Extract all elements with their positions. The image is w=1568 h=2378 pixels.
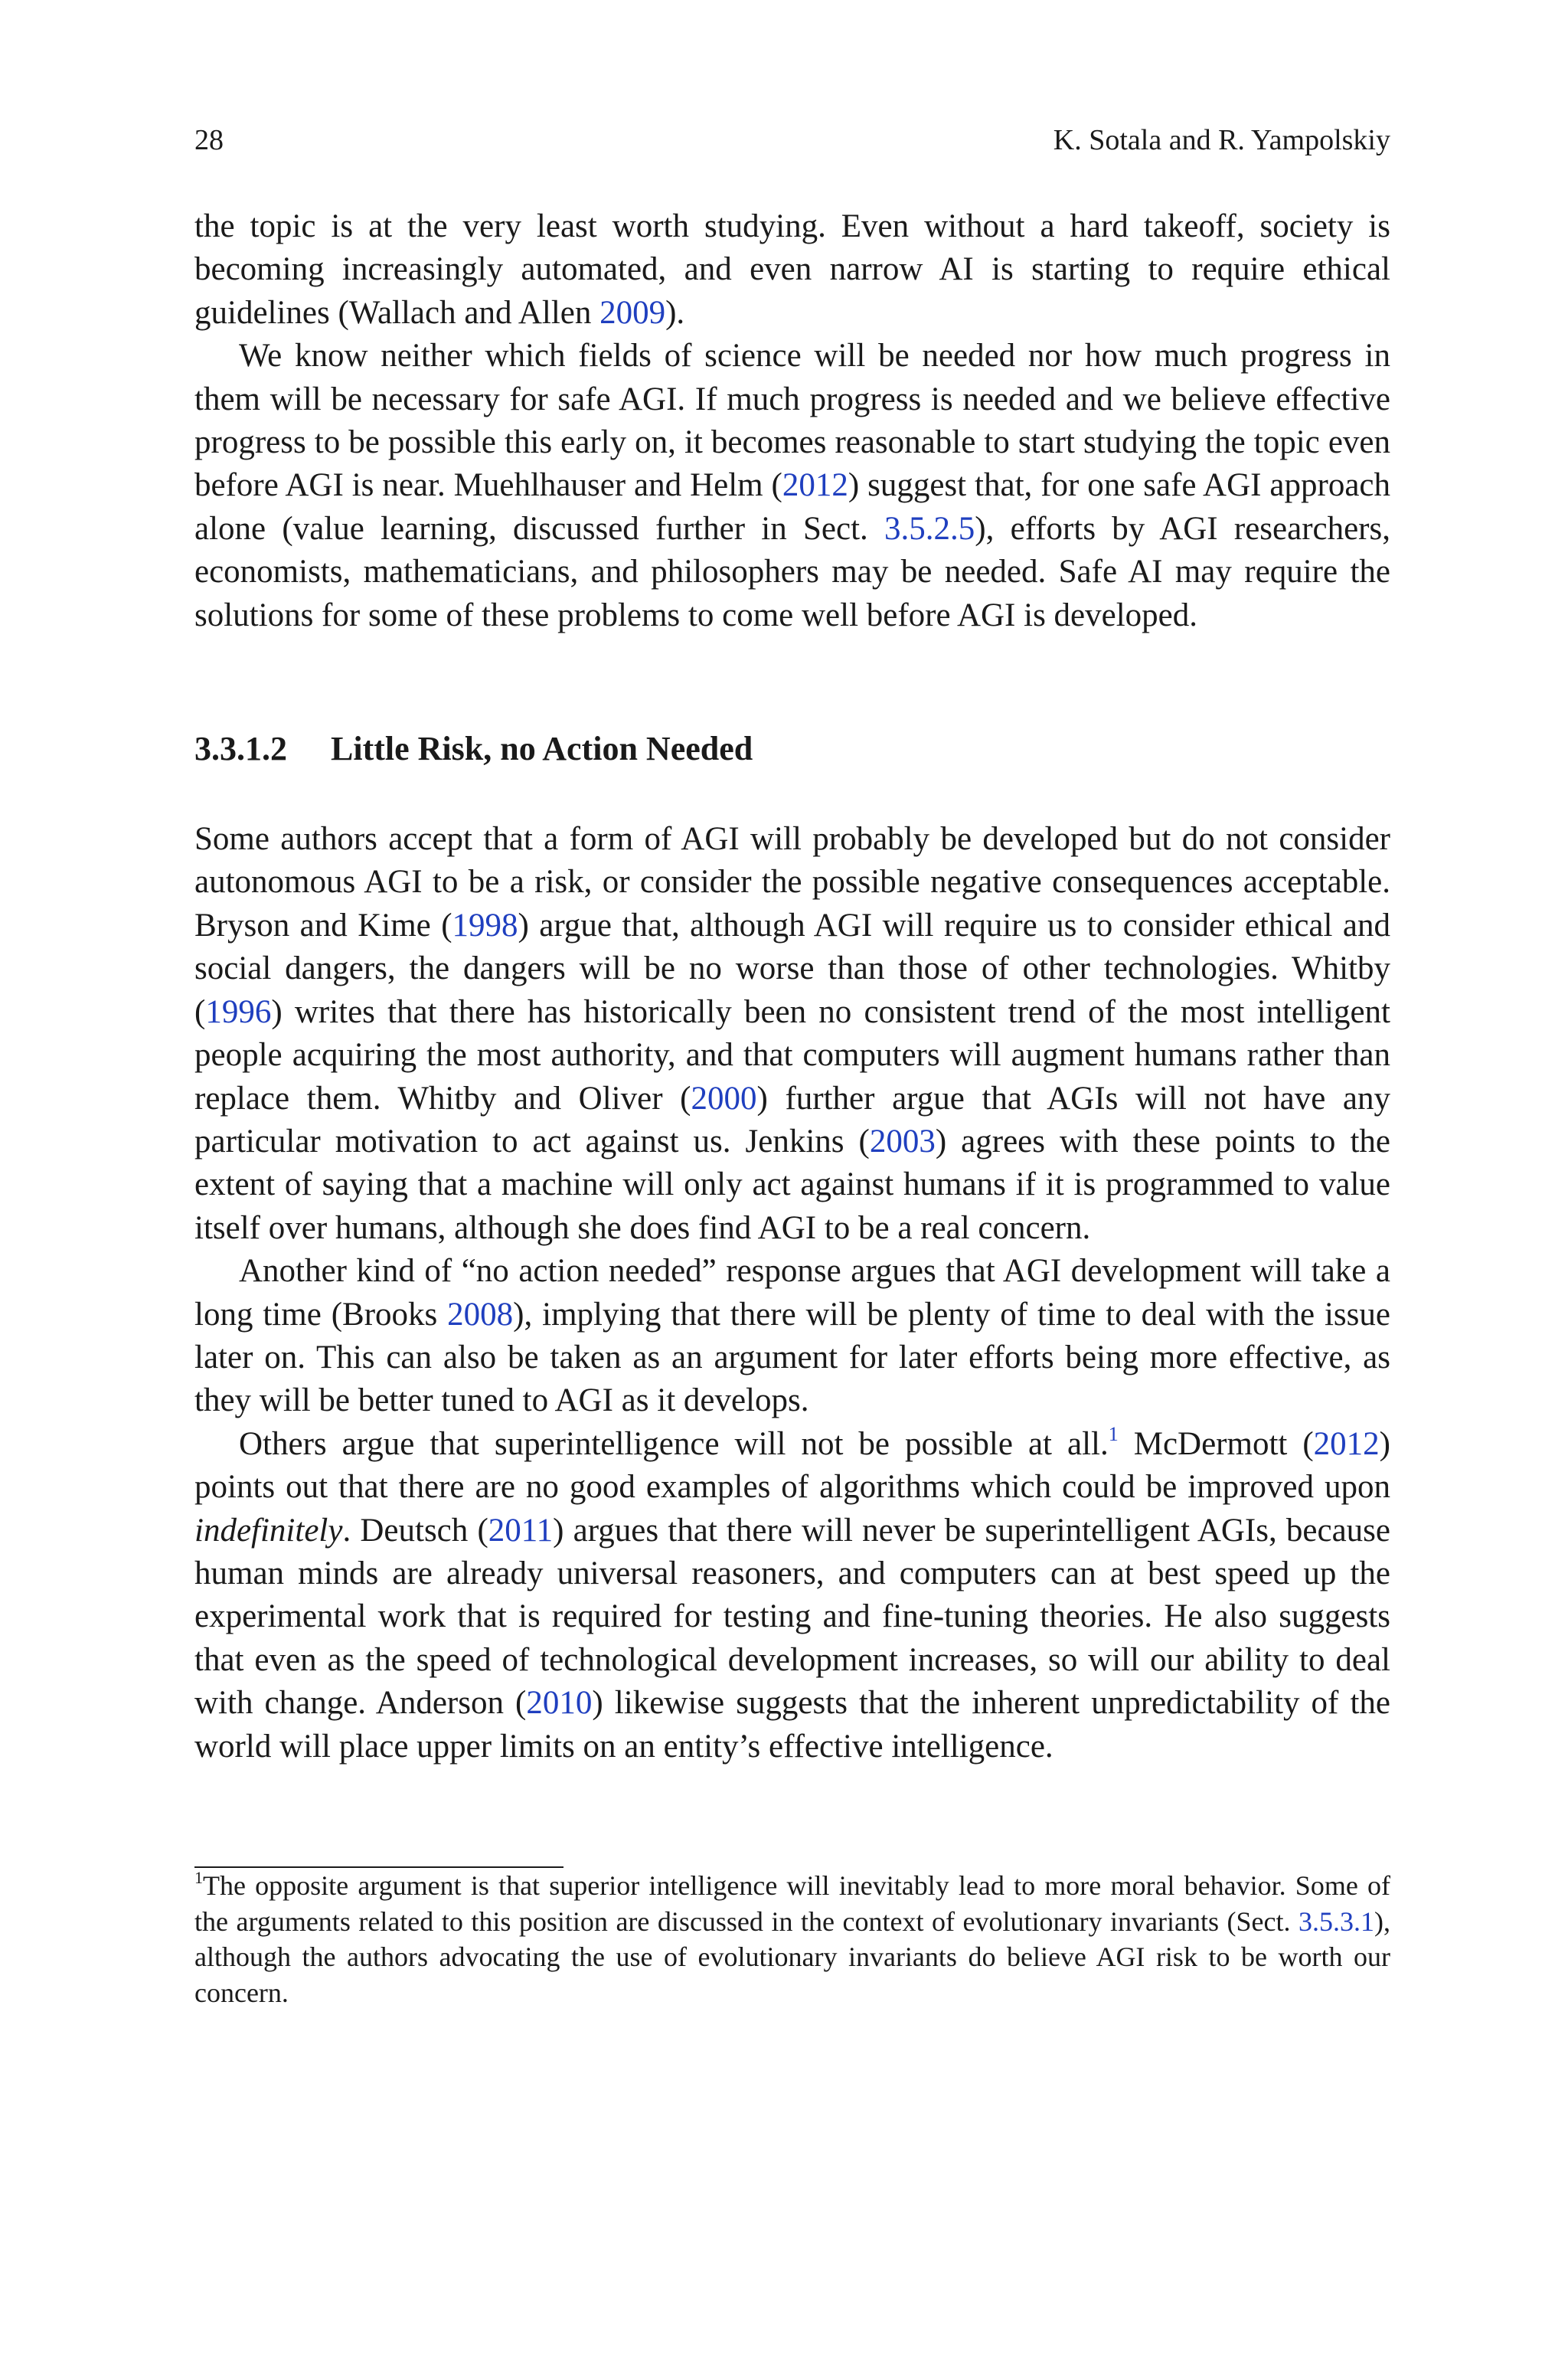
section-link[interactable]: 3.5.2.5 xyxy=(884,510,975,547)
paragraph-2 xyxy=(194,335,1390,637)
section-heading xyxy=(194,728,1390,770)
text-run: ) argue that, although AGI will require us to consider ethical and social dangers, the dangers will be no worse than those of other technologies. Whitby ( xyxy=(194,907,1390,1030)
text-run: Some authors accept that a form of AGI will probably be developed but do not consider autonomous AGI to be a risk, or consider the possible negative consequences acceptable. Bryson and Kime ( xyxy=(194,821,1390,944)
body-text xyxy=(194,205,1390,2010)
text-run: The opposite argument is that superior intelligence will inevitably lead to more moral behavior. Some of the arguments related to this position are discussed in the context of evolutionary invariants (Sect. xyxy=(194,1870,1390,1937)
text-run: ) agrees with these points to the extent of saying that a machine will only act against humans if it is programmed to value itself over humans, although she does find AGI to be a real concern. xyxy=(194,1123,1390,1246)
text-run: ). xyxy=(665,294,685,331)
running-head xyxy=(194,123,1390,158)
citation-link[interactable]: 1998 xyxy=(452,907,518,944)
paragraph-3 xyxy=(194,818,1390,1250)
text-run: . Deutsch ( xyxy=(342,1512,488,1549)
footnote-marker: 1 xyxy=(194,1868,203,1887)
footnote-ref-link[interactable]: 1 xyxy=(1108,1422,1119,1445)
section-title: Little Risk, no Action Needed xyxy=(331,730,753,768)
citation-link[interactable]: 2010 xyxy=(526,1685,593,1722)
page-number: 28 xyxy=(194,124,224,156)
text-run: Another kind of “no action needed” response argues that AGI development will take a long time (Brooks xyxy=(194,1253,1390,1333)
text-run: We know neither which fields of science will be needed nor how much progress in them will be necessary for safe AGI. If much progress is needed and we believe effective progress to be possible this early on, it becomes reasonable to start studying the topic even before AGI is near. Muehlhauser and Helm ( xyxy=(194,338,1390,504)
paragraph-1 xyxy=(194,205,1390,335)
paragraph-4 xyxy=(194,1250,1390,1423)
text-run: ) likewise suggests that the inherent unpredictability of the world will place upper limits on an entity’s effective intelligence. xyxy=(194,1685,1391,1765)
citation-link[interactable]: 2009 xyxy=(599,294,666,331)
text-run: Others argue that superintelligence will not be possible at all. xyxy=(239,1425,1109,1462)
page xyxy=(194,123,1390,2010)
citation-link[interactable]: 2012 xyxy=(782,467,848,504)
section-link[interactable]: 3.5.3.1 xyxy=(1298,1905,1374,1937)
emphasis: indefinitely xyxy=(194,1512,343,1549)
running-head-authors: K. Sotala and R. Yampolskiy xyxy=(1053,124,1390,156)
text-run: ), efforts by AGI researchers, economists, mathematicians, and philosophers may be needed. Safe AI may require the solutions for some of these problems to come well before AGI is developed. xyxy=(194,510,1390,633)
citation-link[interactable]: 2003 xyxy=(869,1123,936,1160)
text-run: ), implying that there will be plenty of time to deal with the issue later on. This can also be taken as an argument for later efforts being more effective, as they will be better tuned to AGI as it develops. xyxy=(194,1296,1390,1419)
text-run: ) writes that there has historically been no consistent trend of the most intelligent people acquiring the most authority, and that computers will augment humans rather than replace them. Whitby and Oliver ( xyxy=(194,993,1390,1117)
citation-link[interactable]: 2012 xyxy=(1313,1425,1380,1462)
text-run: ) argues that there will never be superintelligent AGIs, because human minds are already universal reasoners, and computers can at best speed up the experimental work that is required for testing and fine-tuning theories. He also suggests that even as the speed of technological development increases, so will our ability to deal with change. Anderson ( xyxy=(194,1512,1390,1722)
footnote xyxy=(194,1868,1390,2010)
text-run: ) further argue that AGIs will not have any particular motivation to act against us. Jenkins ( xyxy=(194,1080,1391,1160)
text-run: the topic is at the very least worth studying. Even without a hard takeoff, society is becoming increasingly automated, and even narrow AI is starting to require ethical guidelines (Wallach and Allen xyxy=(194,208,1390,331)
citation-link[interactable]: 2011 xyxy=(488,1512,554,1549)
text-run: ) points out that there are no good examples of algorithms which could be improved upon xyxy=(194,1425,1390,1506)
citation-link[interactable]: 1996 xyxy=(205,993,272,1030)
text-run: McDermott ( xyxy=(1118,1425,1314,1462)
paragraph-5 xyxy=(194,1423,1390,1768)
text-run: ) suggest that, for one safe AGI approach alone (value learning, discussed further in Sect. xyxy=(194,467,1390,547)
text-run: ), although the authors advocating the use of evolutionary invariants do believe AGI risk to be worth our concern. xyxy=(194,1905,1390,2008)
citation-link[interactable]: 2000 xyxy=(691,1080,757,1117)
citation-link[interactable]: 2008 xyxy=(447,1296,514,1333)
section-number: 3.3.1.2 xyxy=(194,730,287,768)
